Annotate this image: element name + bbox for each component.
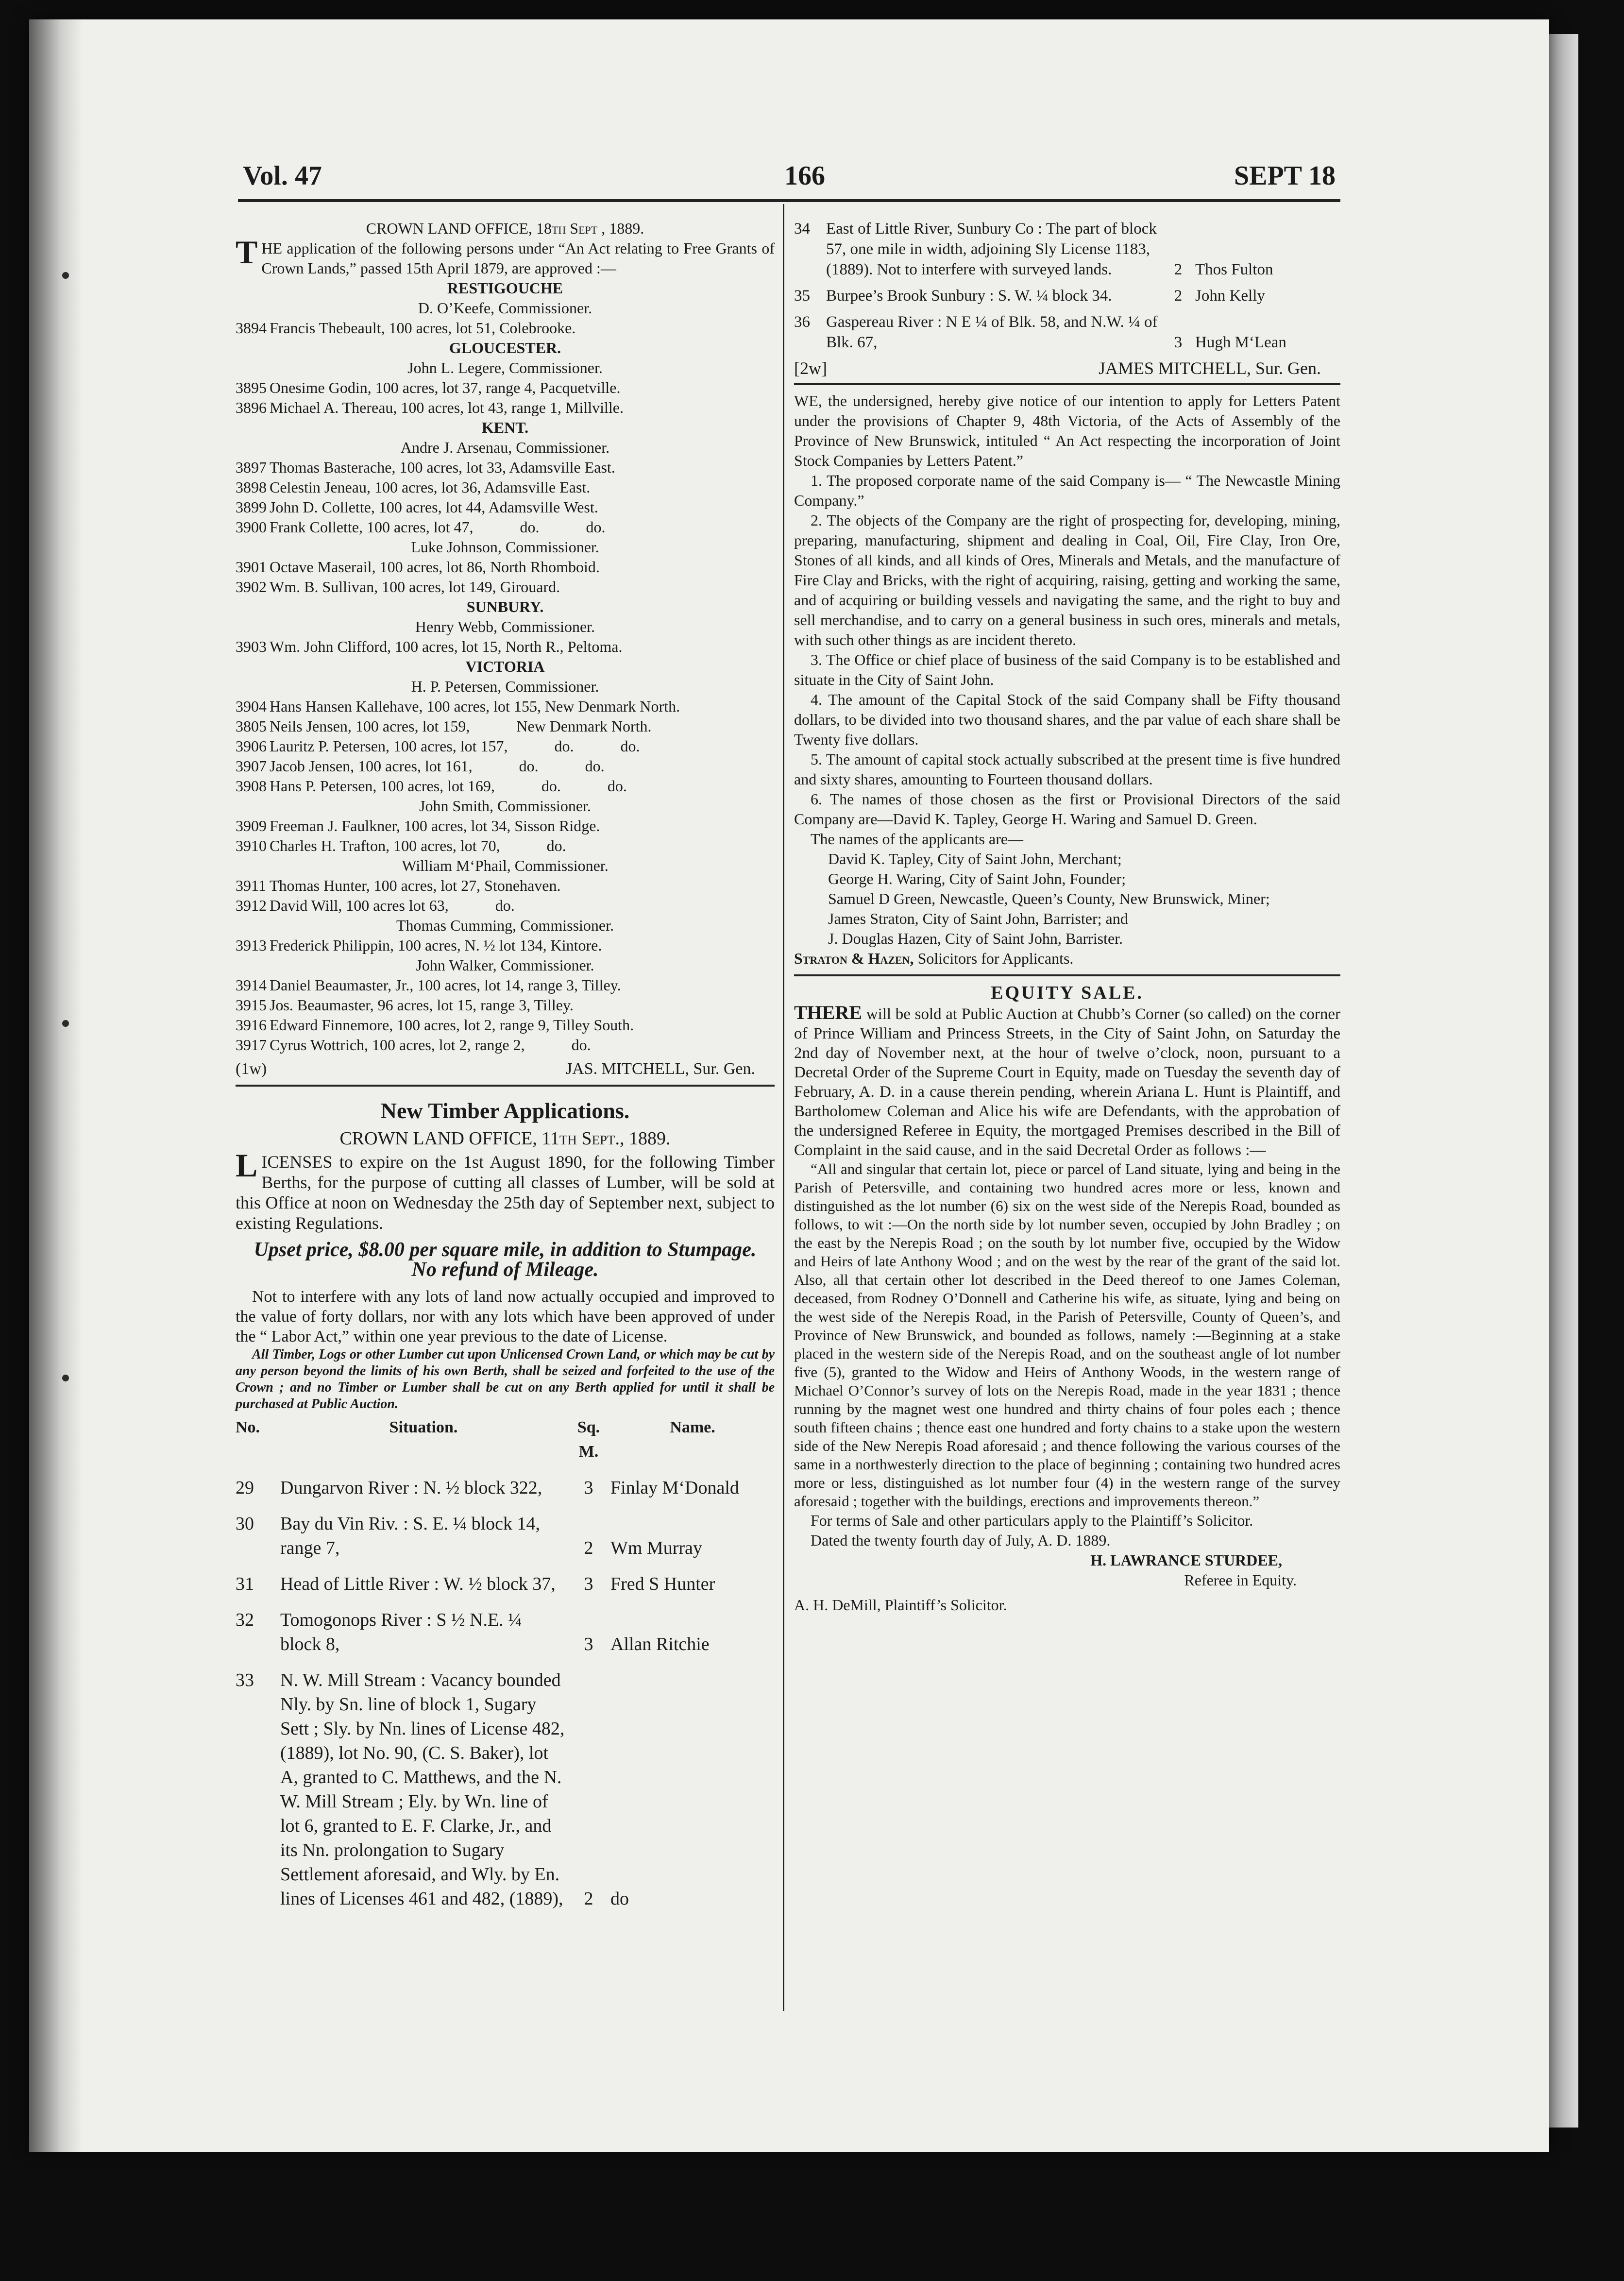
timber-row <box>794 219 1340 280</box>
left-column <box>236 219 775 1911</box>
grant-entry <box>236 1015 775 1035</box>
berth-sq-miles: 2 <box>1174 261 1183 278</box>
grant-entry <box>236 477 775 497</box>
grant-number: 3913 <box>236 936 267 954</box>
crown-land-intro <box>236 234 775 278</box>
grant-text: Freeman J. Faulkner, 100 acres, lot 34, Sisson Ridge. <box>270 817 600 834</box>
stitch-hole <box>62 1020 69 1027</box>
grant-entry <box>236 995 775 1015</box>
column-divider <box>783 204 784 2011</box>
berth-situation: N. W. Mill Stream : Vacancy bounded Nly. by Sn. line of block 1, Sugary Sett ; Sly. by Nn. lines of License 482, (1889), lot No. 90, (C. S. Baker), lot A, granted to C. Matthews, and the N. W. Mill Stream ; Ely. by Wn. line of lot 6, granted to E. F. Clarke, Jr., and its Nn. prolongation to Sugary Settlement aforesaid, and Wly. by En. lines of Licenses 461 and 482, (1889), <box>280 1670 565 1909</box>
insertion-mark: (1w) <box>236 1060 267 1078</box>
solicitor-role: Solicitors for Applicants. <box>917 950 1074 967</box>
grant-number: 3914 <box>236 976 267 994</box>
berth-number: 36 <box>794 313 810 331</box>
company-objects-clause: 2. The objects of the Company are the right of prospecting for, developing, mining, preparing, manufacturing, shipment and dealing in Coal, Oil, Fire Clay, Iron Ore, Stones of all kinds, and all kinds of Ores, Minerals and Metals, and the manufacture of Fire Clay and Bricks, with the right of acquiring, raising, getting and working the same, and of acquiring or building vessels and navigating the same, and the right to buy and sell merchandise, and to carry on a general business in such ores, minerals and metals, with such other things as are incident thereto. <box>794 511 1340 648</box>
commissioner-line: Andre J. Arsenau, Commissioner. <box>400 439 610 456</box>
berth-situation: East of Little River, Sunbury Co : The part of block 57, one mile in width, adjoining Sly License 1183, (1889). Not to interfere with surveyed lands. <box>826 220 1157 278</box>
grant-text: Hans P. Petersen, 100 acres, lot 169, do. do. <box>270 777 627 795</box>
grant-text: Thomas Hunter, 100 acres, lot 27, Stonehaven. <box>270 877 561 894</box>
grant-number: 3805 <box>236 717 267 735</box>
grant-text: Cyrus Wottrich, 100 acres, lot 2, range 2, do. <box>270 1036 591 1054</box>
solicitor-firm: Straton & Hazen, <box>794 950 914 967</box>
berth-number: 32 <box>236 1610 254 1630</box>
applicants-intro: The names of the applicants are— <box>811 830 1024 848</box>
applicant-name: Allan Ritchie <box>610 1634 710 1654</box>
commissioner-line: John L. Legere, Commissioner. <box>407 359 603 376</box>
stitch-hole <box>62 1375 69 1381</box>
grant-text: Thomas Basterache, 100 acres, lot 33, Adamsville East. <box>270 459 615 476</box>
grant-entry <box>236 876 775 896</box>
grant-number: 3907 <box>236 757 267 775</box>
grant-number: 3899 <box>236 498 267 516</box>
grant-number: 3897 <box>236 459 267 476</box>
berth-number: 34 <box>794 220 810 238</box>
page-header <box>243 160 1336 199</box>
commissioner-line: William M‘Phail, Commissioner. <box>402 857 609 874</box>
berth-sq-miles: 2 <box>584 1538 593 1558</box>
section-rule <box>236 1085 775 1087</box>
binding-gutter <box>29 19 83 2152</box>
forfeiture-note: All Timber, Logs or other Lumber cut upon Unlicensed Crown Land, or which may be cut by any person beyond the limits of his own Berth, shall be seized and forfeited to the use of the Crown ; and no Timber or Lumber shall be cut on any Berth applied for until it shall be purchased at Public Auction. <box>236 1347 775 1412</box>
drop-cap: T <box>236 234 258 271</box>
berth-situation: Dungarvon River : N. ½ block 322, <box>280 1478 542 1498</box>
grant-text: Francis Thebeault, 100 acres, lot 51, Colebrooke. <box>270 319 576 337</box>
timber-intro <box>236 1147 775 1233</box>
timber-table <box>236 1476 775 1911</box>
intro-text: ICENSES to expire on the 1st August 1890, for the following Timber Berths, for the purpose of cutting all classes of Lumber, will be sold at this Office at noon on Wednesday the 25th day of September next, subject to existing Regulations. <box>236 1152 775 1233</box>
berth-number: 29 <box>236 1478 254 1498</box>
company-solicitors <box>794 949 1340 969</box>
grant-number: 3909 <box>236 817 267 834</box>
signature-line <box>794 358 1340 378</box>
company-office-clause: 3. The Office or chief place of business of the said Company is to be established and situate in the City of Saint John. <box>794 651 1340 688</box>
grant-number: 3901 <box>236 558 267 576</box>
applicant-entry: James Straton, City of Saint John, Barrister; and <box>828 910 1128 927</box>
applicant-name: Wm Murray <box>610 1538 702 1558</box>
grant-number: 3902 <box>236 578 267 596</box>
section-rule <box>794 383 1340 385</box>
grant-number: 3916 <box>236 1016 267 1034</box>
company-name-clause: 1. The proposed corporate name of the said Company is— “ The Newcastle Mining Company.” <box>794 472 1340 509</box>
page-number: 166 <box>784 161 825 191</box>
grant-number: 3904 <box>236 698 267 715</box>
grant-text: Onesime Godin, 100 acres, lot 37, range 4, Pacquetville. <box>270 379 621 396</box>
applicant-entry: George H. Waring, City of Saint John, Founder; <box>828 870 1126 887</box>
grant-text: Charles H. Trafton, 100 acres, lot 70, do. <box>270 837 566 854</box>
berth-sq-miles: 2 <box>1174 287 1183 305</box>
applicant-name: Thos Fulton <box>1195 261 1273 278</box>
grant-text: Frank Collette, 100 acres, lot 47, do. do. <box>270 518 606 536</box>
applicant-name: Hugh M‘Lean <box>1195 334 1286 351</box>
county-heading: VICTORIA <box>465 658 545 675</box>
grant-number: 3911 <box>236 877 266 894</box>
grant-number: 3895 <box>236 379 267 396</box>
berth-number: 33 <box>236 1670 254 1690</box>
timber-row <box>236 1572 775 1596</box>
grant-entry <box>236 637 775 657</box>
plaintiff-solicitor: A. H. DeMill, Plaintiff’s Solicitor. <box>794 1596 1007 1614</box>
timber-row <box>236 1608 775 1656</box>
grant-entry <box>236 776 775 796</box>
grant-number: 3917 <box>236 1036 267 1054</box>
grant-number: 3896 <box>236 399 267 416</box>
grant-number: 3912 <box>236 897 267 914</box>
company-directors-clause: 6. The names of those chosen as the first or Provisional Directors of the said Company are—David K. Tapley, George H. Waring and Samuel D. Green. <box>794 790 1340 828</box>
timber-table-header <box>236 1415 775 1464</box>
timber-dateline: CROWN LAND OFFICE, 11th Sept., 1889. <box>339 1128 671 1149</box>
commissioner-line: John Walker, Commissioner. <box>416 956 594 974</box>
crown-land-dateline: CROWN LAND OFFICE, 18th Sept , 1889. <box>366 220 644 237</box>
grant-entry <box>236 1035 775 1055</box>
header-rule <box>238 199 1340 202</box>
grant-entry <box>236 975 775 995</box>
right-column <box>794 219 1340 1615</box>
timber-title: New Timber Applications. <box>380 1098 630 1123</box>
applicant-entry: J. Douglas Hazen, City of Saint John, Barrister. <box>828 930 1123 947</box>
grant-entry <box>236 517 775 537</box>
grant-entry <box>236 816 775 836</box>
grant-text: Jos. Beaumaster, 96 acres, lot 15, range 3, Tilley. <box>270 996 574 1014</box>
col-situation: Situation. <box>389 1418 458 1436</box>
grant-entry <box>236 936 775 955</box>
applicant-name: Finlay M‘Donald <box>610 1478 739 1498</box>
grant-text: David Will, 100 acres lot 63, do. <box>270 897 515 914</box>
grant-number: 3898 <box>236 478 267 496</box>
grant-entry <box>236 896 775 916</box>
signature-line <box>236 1059 775 1079</box>
signature: JAMES MITCHELL, Sur. Gen. <box>1099 358 1321 378</box>
berth-situation: Gaspereau River : N E ¼ of Blk. 58, and N.W. ¼ of Blk. 67, <box>826 313 1158 351</box>
berth-situation: Tomogonops River : S ½ N.E. ¼ block 8, <box>280 1610 522 1654</box>
signature: JAS. MITCHELL, Sur. Gen. <box>565 1060 755 1078</box>
applicant-name: do <box>610 1889 629 1909</box>
timber-row <box>236 1668 775 1911</box>
grant-number: 3903 <box>236 638 267 655</box>
county-heading: GLOUCESTER. <box>449 339 561 357</box>
berth-sq-miles: 3 <box>584 1634 593 1654</box>
applicant-name: Fred S Hunter <box>610 1574 715 1594</box>
company-subscribed-clause: 5. The amount of capital stock actually subscribed at the present time is five hundred and sixty shares, amounting to Fourteen thousand dollars. <box>794 750 1340 788</box>
interference-note: Not to interfere with any lots of land now actually occupied and improved to the value of forty dollars, nor with any lots which have been approved of under the “ Labor Act,” within one year previous to the date of License. <box>236 1288 775 1345</box>
applicant-name: John Kelly <box>1195 287 1265 305</box>
grant-entry <box>236 836 775 856</box>
grant-number: 3915 <box>236 996 267 1014</box>
insertion-mark: [2w] <box>794 358 827 378</box>
berth-sq-miles: 2 <box>584 1889 593 1909</box>
grant-number: 3908 <box>236 777 267 795</box>
grant-entry <box>236 736 775 756</box>
grant-entry <box>236 497 775 517</box>
timber-table-continued <box>794 219 1340 353</box>
grant-text: Lauritz P. Petersen, 100 acres, lot 157, do. do. <box>270 737 640 755</box>
grant-entry <box>236 577 775 597</box>
berth-number: 35 <box>794 287 810 305</box>
grant-text: Edward Finnemore, 100 acres, lot 2, range 9, Tilley South. <box>270 1016 634 1034</box>
equity-lead-word: THERE <box>794 1002 863 1023</box>
grant-number: 3900 <box>236 518 267 536</box>
applicant-list <box>794 849 1340 949</box>
grant-entry <box>236 716 775 736</box>
equity-property-description: “All and singular that certain lot, piece or parcel of Land situate, lying and being in the Parish of Petersville, and containing two hundred acres more or less, known and distinguished as the lot number (6) six on the west side of the Nerepis Road, bounded as follows, to wit :—On the north side by lot number seven, occupied by John Bradley ; on the east by the Nerepis Road ; on the south by lot number five, occupied by the Widow and Heirs of late Anthony Wood ; and on the west by the rear of the grant of the said lot. Also, all that certain other lot described in the Deed thereof to one James Coleman, deceased, from Rodney O’Donnell and Catherine his wife, as situate, lying and being on the west side of the Nerepis Road, in the Parish of Petersville, County of Queen’s, and Province of New Brunswick, and bounded as follows, namely :—Beginning at a stake placed in the western side of the Nerepis Road, and on the southeast angle of lot number five (5), granted to the Widow and Heirs of Anthony Woods, in the western range of Michael O’Connor’s survey of lots on the Nerepis Road, made in the year 1831 ; thence running by the magnet west one hundred and thirty chains of four poles each ; thence south fifteen chains ; thence east one hundred and forty chains to a stake upon the western side of the New Nerepis Road aforesaid ; and thence following the various courses of the same in a northwesterly direction to the place of beginning ; containing two hundred acres more or less, distinguished as lot number four (4) in the western range of the survey aforesaid ; together with the buildings, erections and improvements thereon.” <box>794 1160 1340 1510</box>
referee-title: Referee in Equity. <box>1184 1571 1297 1589</box>
grant-text: Jacob Jensen, 100 acres, lot 161, do. do. <box>270 757 605 775</box>
applicant-entry: David K. Tapley, City of Saint John, Merchant; <box>828 850 1122 868</box>
section-rule <box>794 974 1340 976</box>
berth-number: 31 <box>236 1574 254 1594</box>
volume-label: Vol. 47 <box>243 161 322 191</box>
county-heading: SUNBURY. <box>466 598 544 615</box>
berth-situation: Bay du Vin Riv. : S. E. ¼ block 14, range 7, <box>280 1514 541 1558</box>
grant-entry <box>236 318 775 338</box>
upset-price: Upset price, $8.00 per square mile, in addition to Stumpage. <box>254 1239 757 1261</box>
commissioner-line: John Smith, Commissioner. <box>419 797 591 815</box>
timber-row <box>236 1476 775 1500</box>
commissioner-line: H. P. Petersen, Commissioner. <box>411 678 599 695</box>
issue-date: SEPT 18 <box>1234 161 1336 191</box>
grant-entry <box>236 398 775 418</box>
county-heading: KENT. <box>481 419 529 436</box>
berth-number: 30 <box>236 1514 254 1534</box>
col-name: Name. <box>670 1418 715 1436</box>
grant-entry <box>236 557 775 577</box>
grant-number: 3910 <box>236 837 267 854</box>
col-sqm: Sq. M. <box>577 1418 600 1461</box>
timber-row <box>794 286 1340 306</box>
grant-text: Hans Hansen Kallehave, 100 acres, lot 155, New Denmark North. <box>270 698 680 715</box>
gazette-page <box>29 19 1549 2152</box>
commissioner-line: Luke Johnson, Commissioner. <box>411 538 599 556</box>
timber-row <box>794 312 1340 353</box>
col-no: No. <box>236 1418 260 1436</box>
berth-situation: Burpee’s Brook Sunbury : S. W. ¼ block 34. <box>826 287 1112 305</box>
stitch-hole <box>62 272 69 279</box>
equity-title: EQUITY SALE. <box>991 983 1144 1003</box>
commissioner-line: Henry Webb, Commissioner. <box>415 618 595 635</box>
equity-p1-text: will be sold at Public Auction at Chubb’s Corner (so called) on the corner of Prince William and Princess Streets, in the City of Saint John, on Saturday the 2nd day of November next, at the hour of twelve o’clock, noon, pursuant to a Decretal Order of the Supreme Court in Equity, made on Tuesday the seventh day of February, A. D. in a cause therein pending, wherein Ariana L. Hunt is Plaintiff, and Bartholomew Coleman and Alice his wife are Defendants, with the approbation of the undersigned Referee in Equity, the mortgaged Premises described in the Bill of Complaint in the said cause, and in the said Decretal Order as follows :— <box>794 1005 1341 1159</box>
grant-list <box>236 278 775 1055</box>
county-heading: RESTIGOUCHE <box>447 279 563 297</box>
berth-sq-miles: 3 <box>1174 334 1183 351</box>
grant-text: John D. Collette, 100 acres, lot 44, Adamsville West. <box>270 498 598 516</box>
grant-number: 3906 <box>236 737 267 755</box>
equity-paragraph-1 <box>794 1003 1340 1160</box>
grant-text: Octave Maserail, 100 acres, lot 86, North Rhomboid. <box>270 558 600 576</box>
grant-text: Wm. B. Sullivan, 100 acres, lot 149, Girouard. <box>270 578 560 596</box>
grant-text: Michael A. Thereau, 100 acres, lot 43, range 1, Millville. <box>270 399 624 416</box>
grant-number: 3894 <box>236 319 267 337</box>
grant-entry <box>236 458 775 477</box>
timber-row <box>236 1512 775 1560</box>
grant-text: Daniel Beaumaster, Jr., 100 acres, lot 14, range 3, Tilley. <box>270 976 621 994</box>
grant-entry <box>236 697 775 716</box>
grant-text: Neils Jensen, 100 acres, lot 159, New Denmark North. <box>270 717 652 735</box>
berth-sq-miles: 3 <box>584 1574 593 1594</box>
grant-text: Celestin Jeneau, 100 acres, lot 36, Adamsville East. <box>270 478 591 496</box>
grant-entry <box>236 756 775 776</box>
drop-cap: L <box>236 1147 258 1184</box>
equity-dated: Dated the twenty fourth day of July, A. D. 1889. <box>811 1532 1111 1549</box>
grant-entry <box>236 378 775 398</box>
company-intro: WE, the undersigned, hereby give notice of our intention to apply for Letters Patent under the provisions of Chapter 9, 48th Victoria, of the Acts of Assembly of the Province of New Brunswick, intituled “ An Act respecting the incorporation of Joint Stock Companies by Letters Patent.” <box>794 392 1340 469</box>
grant-text: Wm. John Clifford, 100 acres, lot 15, North R., Peltoma. <box>270 638 623 655</box>
grant-text: Frederick Philippin, 100 acres, N. ½ lot 134, Kintore. <box>270 936 602 954</box>
applicant-entry: Samuel D Green, Newcastle, Queen’s County, New Brunswick, Miner; <box>828 890 1270 907</box>
equity-terms: For terms of Sale and other particulars apply to the Plaintiff’s Solicitor. <box>811 1512 1253 1529</box>
berth-sq-miles: 3 <box>584 1478 593 1498</box>
berth-situation: Head of Little River : W. ½ block 37, <box>280 1574 556 1594</box>
company-capital-clause: 4. The amount of the Capital Stock of the said Company shall be Fifty thousand dollars, to be divided into two thousand shares, and the par value of each share shall be Twenty five dollars. <box>794 691 1340 748</box>
commissioner-line: Thomas Cumming, Commissioner. <box>396 917 614 934</box>
mileage-note: No refund of Mileage. <box>411 1259 599 1281</box>
commissioner-line: D. O’Keefe, Commissioner. <box>418 299 592 317</box>
intro-text: HE application of the following persons under “An Act relating to Free Grants of Crown Lands,” passed 15th April 1879, are approved :— <box>261 239 775 277</box>
referee-name: H. LAWRANCE STURDEE, <box>1090 1551 1282 1569</box>
